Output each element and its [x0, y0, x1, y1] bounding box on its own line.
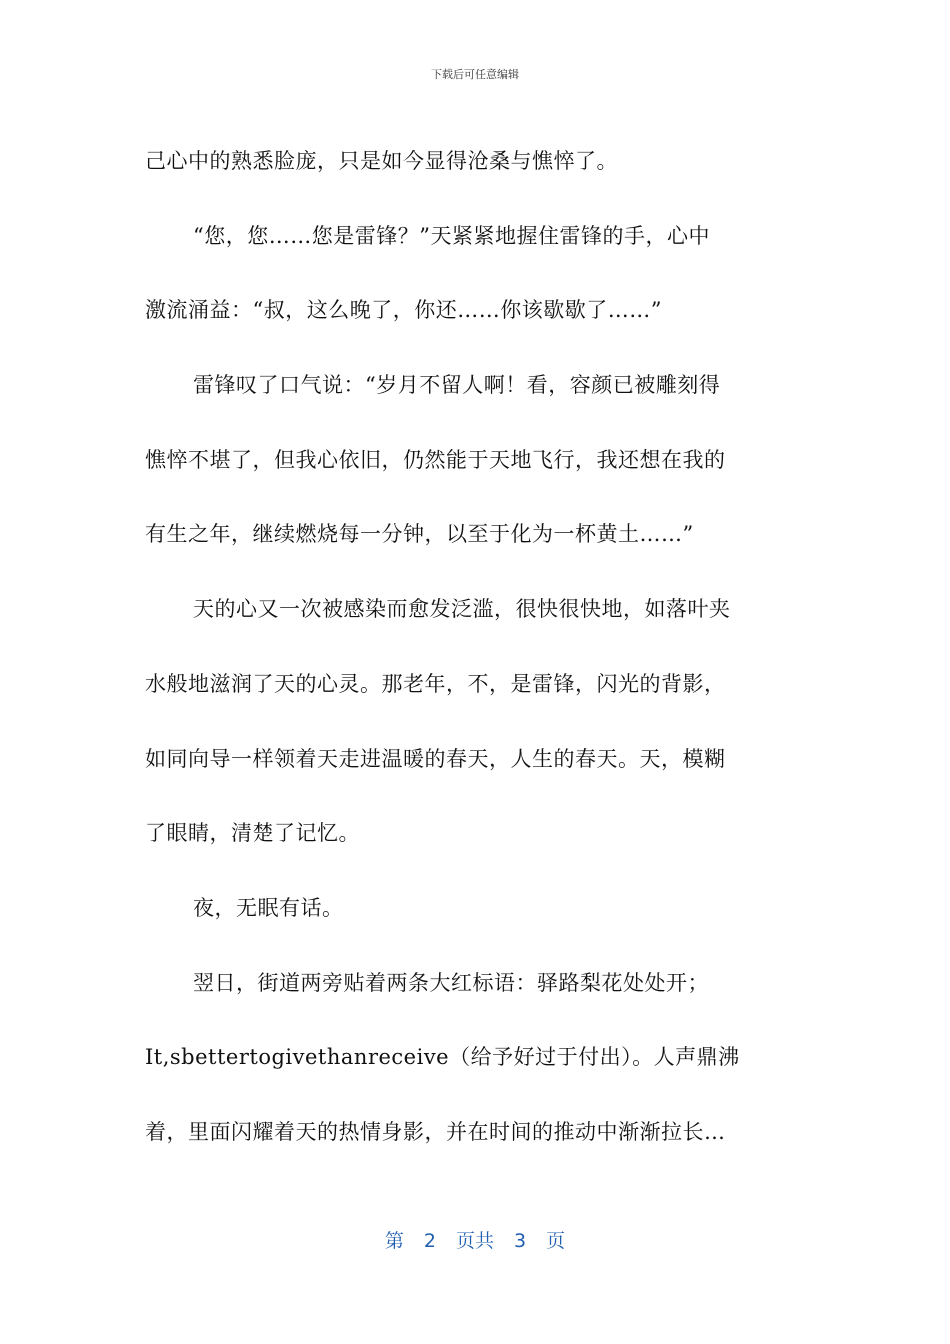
text-line: 激流涌益：“叔，这么晚了，你还……你该歇歇了……”: [145, 298, 662, 323]
text-line: 有生之年，继续燃烧每一分钟，以至于化为一杯黄土……”: [145, 522, 694, 547]
text-line: “您，您……您是雷锋？”天紧紧地握住雷锋的手，心中: [193, 223, 710, 248]
footer-label-end: 页: [546, 1230, 566, 1252]
text-line: 天的心又一次被感染而愈发泛滥，很快很快地，如落叶夹: [193, 597, 731, 622]
text-line: It,sbettertogivethanreceive（给予好过于付出）。人声鼎沸: [145, 1045, 740, 1070]
text-line: 憔悴不堪了，但我心依旧，仍然能于天地飞行，我还想在我的: [145, 447, 726, 472]
text-line: 水般地滋润了天的心灵。那老年，不，是雷锋，闪光的背影，: [145, 671, 726, 696]
text-line: 己心中的熟悉脸庞，只是如今显得沧桑与憔悴了。: [145, 149, 618, 173]
text-line: 如同向导一样领着天走进温暖的春天，人生的春天。天，模糊: [145, 746, 726, 771]
page-footer: [0, 1226, 950, 1253]
text-line: 了眼睛，清楚了记忆。: [145, 821, 360, 846]
text-line: 着，里面闪耀着天的热情身影，并在时间的推动中渐渐拉长…: [145, 1119, 726, 1144]
text-line: 翌日，街道两旁贴着两条大红标语：驿路梨花处处开；: [193, 970, 709, 995]
text-line: 雷锋叹了口气说：“岁月不留人啊！看，容颜已被雕刻得: [193, 373, 721, 398]
footer-current-page: 2: [423, 1230, 436, 1252]
footer-total-pages: 3: [514, 1230, 527, 1252]
text-line: 夜，无眠有话。: [193, 895, 344, 920]
page-header: 下载后可任意编辑: [431, 68, 519, 81]
document-body: [145, 124, 805, 1170]
footer-label-of: 页共: [455, 1230, 494, 1252]
footer-label-page: 第: [384, 1230, 404, 1252]
